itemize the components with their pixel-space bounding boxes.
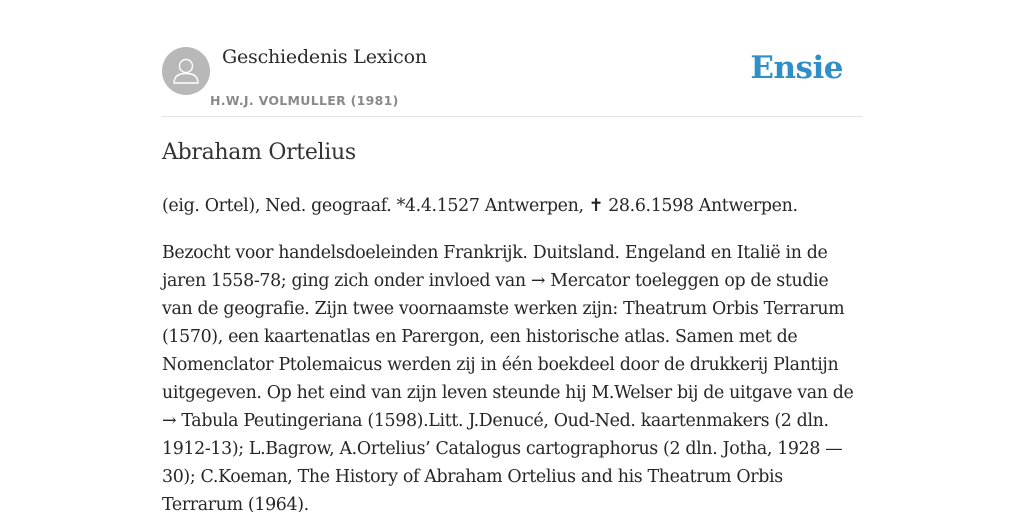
body-line: → Tabula Peutingeriana (1598).Litt. J.Denucé, Oud-Ned. kaartenmakers (2 dln. <box>162 411 829 431</box>
user-icon <box>162 47 210 95</box>
body-line: Terrarum (1964). <box>162 495 309 512</box>
article-title: Abraham Ortelius <box>162 140 356 165</box>
body-line: (1570), een kaartenatlas en Parergon, een historische atlas. Samen met de <box>162 327 798 347</box>
body-line: jaren 1558-78; ging zich onder invloed van → Mercator toeleggen op de studie <box>162 271 829 291</box>
avatar[interactable] <box>162 47 210 95</box>
body-line: van de geografie. Zijn twee voornaamste werken zijn: Theatrum Orbis Terrarum <box>162 299 845 319</box>
body-line: Nomenclator Ptolemaicus werden zij in één boekdeel door de drukkerij Plantijn <box>162 355 839 375</box>
ensie-logo-link[interactable]: Ensie <box>750 50 843 86</box>
source-header <box>162 40 862 117</box>
body-line: 30); C.Koeman, The History of Abraham Ortelius and his Theatrum Orbis <box>162 467 783 487</box>
article-intro: (eig. Ortel), Ned. geograaf. *4.4.1527 Antwerpen, ✝ 28.6.1598 Antwerpen. <box>162 196 798 216</box>
body-line: uitgegeven. Op het eind van zijn leven steunde hij M.Welser bij de uitgave van de <box>162 383 854 403</box>
article-body <box>162 239 862 512</box>
body-line: Bezocht voor handelsdoeleinden Frankrijk. Duitsland. Engeland en Italië in de <box>162 243 828 263</box>
source-title-link[interactable]: Geschiedenis Lexicon <box>222 46 427 68</box>
source-author: H.W.J. VOLMULLER (1981) <box>210 93 399 108</box>
body-line: 1912-13); L.Bagrow, A.Ortelius’ Catalogus cartographorus (2 dln. Jotha, 1928 — <box>162 439 843 459</box>
